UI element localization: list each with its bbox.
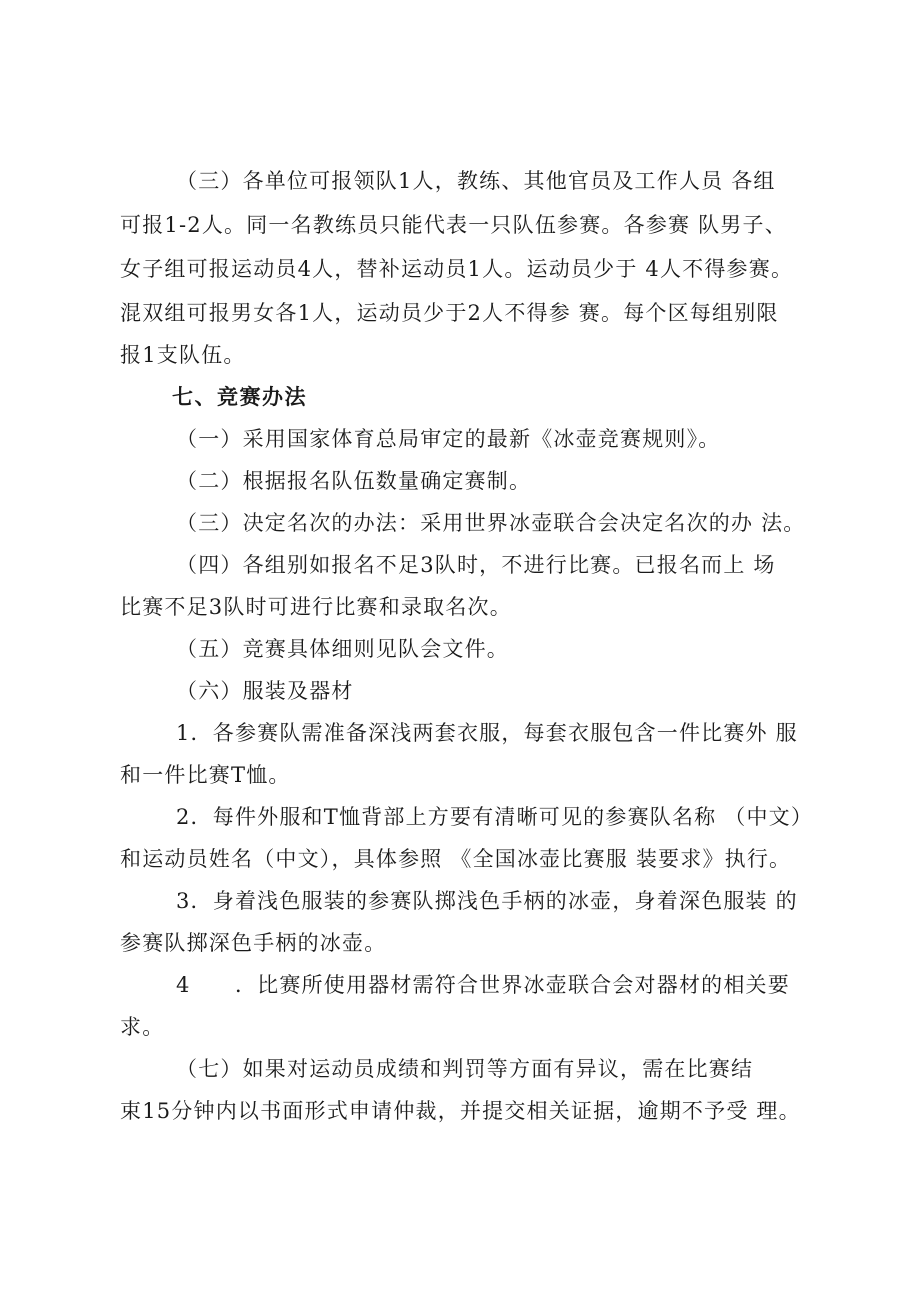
- paragraph-line: （三）决定名次的办法：采用世界冰壶联合会决定名次的办 法。: [176, 511, 806, 535]
- paragraph-line: 3．身着浅色服装的参赛队掷浅色手柄的冰壶，身着深色服装 的: [176, 889, 798, 913]
- paragraph-line: 可报1-2人。同一名教练员只能代表一只队伍参赛。各参赛 队男子、: [120, 213, 787, 237]
- paragraph-line: 报1支队伍。: [120, 343, 246, 367]
- paragraph-line: （二）根据报名队伍数量确定赛制。: [176, 469, 532, 493]
- paragraph-line: 参赛队掷深色手柄的冰壶。: [120, 931, 387, 955]
- paragraph-line: 1．各参赛队需准备深浅两套衣服，每套衣服包含一件比赛外 服: [176, 721, 798, 745]
- paragraph-line: 和运动员姓名（中文），具体参照 《全国冰壶比赛服 装要求》执行。: [120, 847, 792, 871]
- paragraph-line: 女子组可报运动员4人，替补运动员1人。运动员少于 4人不得参赛。: [120, 257, 794, 281]
- paragraph-line: （五）竞赛具体细则见队会文件。: [176, 637, 509, 661]
- paragraph-line: （四）各组别如报名不足3队时，不进行比赛。已报名而上 场: [176, 553, 776, 577]
- paragraph-line: 比赛不足3队时可进行比赛和录取名次。: [120, 595, 512, 619]
- paragraph-line: （三）各单位可报领队1人，教练、其他官员及工作人员 各组: [176, 169, 776, 193]
- paragraph-line: 4 ．比赛所使用器材需符合世界冰壶联合会对器材的相关要: [176, 973, 790, 997]
- paragraph-line: 束15分钟内以书面形式申请仲裁，并提交相关证据，逾期不予受 理。: [120, 1099, 801, 1123]
- paragraph-line: 求。: [120, 1015, 165, 1039]
- section-heading: 七、竞赛办法: [172, 385, 307, 409]
- paragraph-line: 混双组可报男女各1人，运动员少于2人不得参 赛。每个区每组别限: [120, 301, 779, 325]
- paragraph-line: 和一件比赛T恤。: [120, 763, 291, 787]
- paragraph-line: 2．每件外服和T恤背部上方要有清晰可见的参赛队名称 （中文）: [176, 805, 814, 829]
- paragraph-line: （七）如果对运动员成绩和判罚等方面有异议，需在比赛结: [176, 1057, 754, 1081]
- paragraph-line: （六）服装及器材: [176, 679, 354, 703]
- paragraph-line: （一）采用国家体育总局审定的最新《冰壶竞赛规则》。: [176, 427, 721, 451]
